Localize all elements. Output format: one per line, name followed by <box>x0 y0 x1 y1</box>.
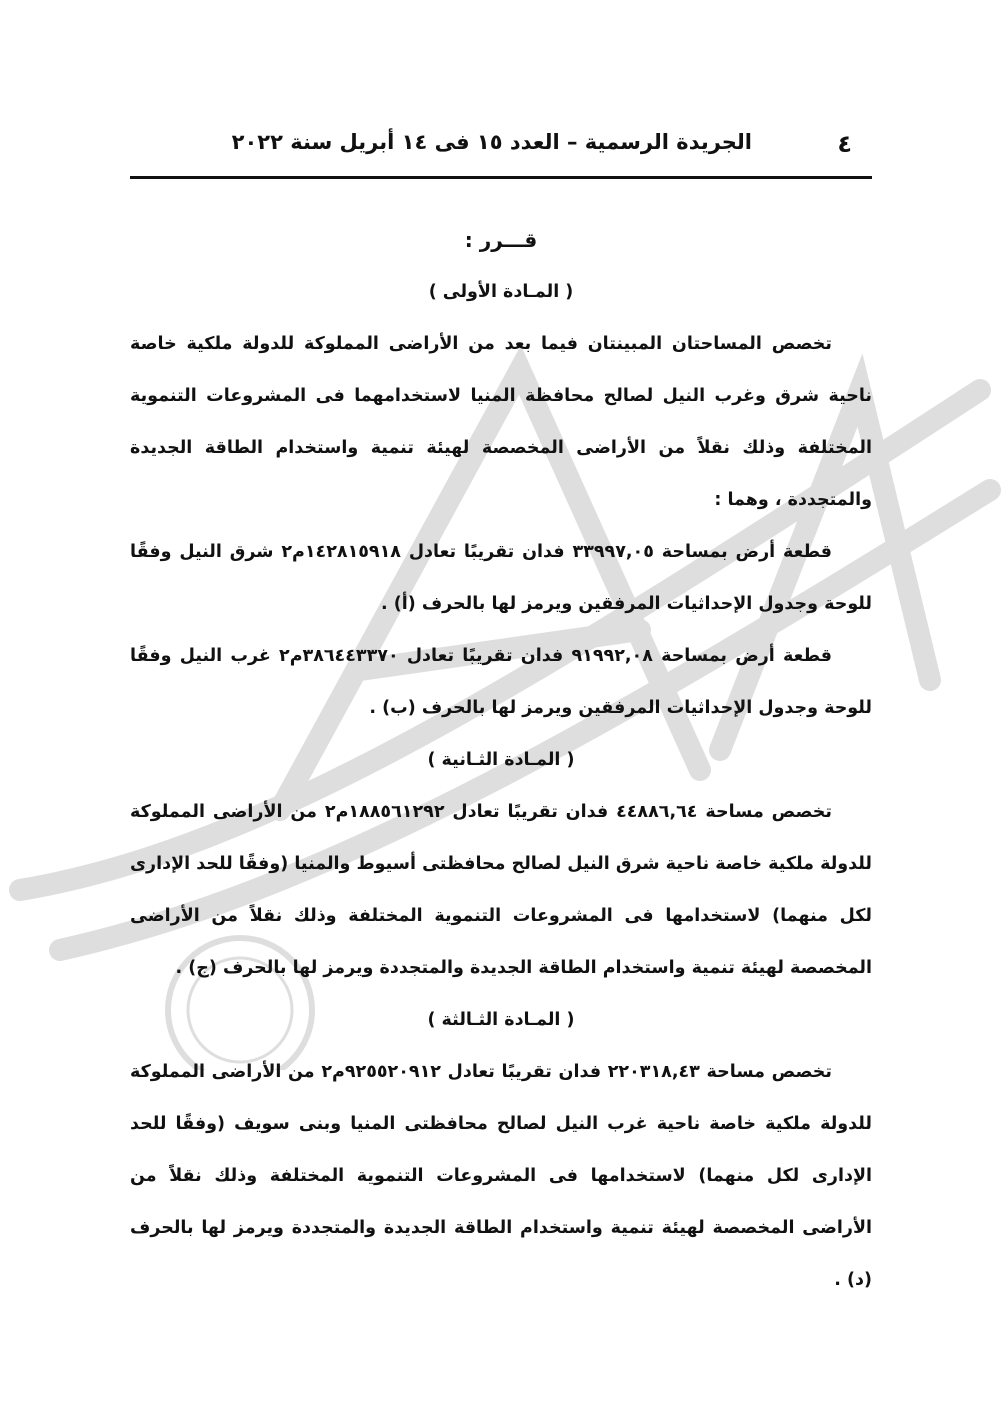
article-3-text: تخصص مساحة ٢٢٠٣١٨,٤٣ فدان تقريبًا تعادل ٩٢٥٥٢٠٩١٢م٢ من الأراضى المملوكة للدولة ملكية خاصة ناحية غرب النيل لصالح محافظتى المنيا وبنى سويف (وفقًا للحد الإدارى لكل منهما) لاستخدامها فى المشروعات التنموية المختلفة وذلك نقلاً من الأراضى المخصصة لهيئة تنمية واستخدام الطاقة الجديدة والمتجددة ويرمز لها بالحرف (د) . <box>130 1062 872 1290</box>
article-1-heading: ( المـادة الأولى ) <box>428 282 574 302</box>
header-rule <box>130 176 872 179</box>
running-title: الجريدة الرسمية – العدد ١٥ فى ١٤ أبريل سنة ٢٠٢٢ <box>231 130 752 154</box>
decree-heading: قـــرر : <box>464 228 538 252</box>
article-3-heading: ( المـادة الثـالثة ) <box>427 1010 575 1030</box>
article-1-item-b: قطعة أرض بمساحة ٩١٩٩٢,٠٨ فدان تقريبًا تعادل ٣٨٦٤٤٣٣٧٠م٢ غرب النيل وفقًا للوحة وجدول الإحداثيات المرفقين ويرمز لها بالحرف (ب) . <box>130 646 872 718</box>
article-2-text: تخصص مساحة ٤٤٨٨٦,٦٤ فدان تقريبًا تعادل ١٨٨٥٦١٢٩٢م٢ من الأراضى المملوكة للدولة ملكية خاصة ناحية شرق النيل لصالح محافظتى أسيوط والمنيا (وفقًا للحد الإدارى لكل منهما) لاستخدامها فى المشروعات التنموية المختلفة وذلك نقلاً من الأراضى المخصصة لهيئة تنمية واستخدام الطاقة الجديدة والمتجددة ويرمز لها بالحرف (ج) . <box>130 802 872 978</box>
article-1-intro: تخصص المساحتان المبينتان فيما بعد من الأراضى المملوكة للدولة ملكية خاصة ناحية شرق وغرب النيل لصالح محافظة المنيا لاستخدامهما فى المشروعات التنموية المختلفة وذلك نقلاً من الأراضى المخصصة لهيئة تنمية واستخدام الطاقة الجديدة والمتجددة ، وهما : <box>130 334 872 510</box>
page-header <box>130 126 872 166</box>
page-number: ٤ <box>837 130 852 158</box>
article-2-heading: ( المـادة الثـانية ) <box>427 750 575 770</box>
article-1-item-a: قطعة أرض بمساحة ٣٣٩٩٧,٠٥ فدان تقريبًا تعادل ١٤٢٨١٥٩١٨م٢ شرق النيل وفقًا للوحة وجدول الإحداثيات المرفقين ويرمز لها بالحرف (أ) . <box>130 542 872 614</box>
decree-body <box>130 214 872 1306</box>
